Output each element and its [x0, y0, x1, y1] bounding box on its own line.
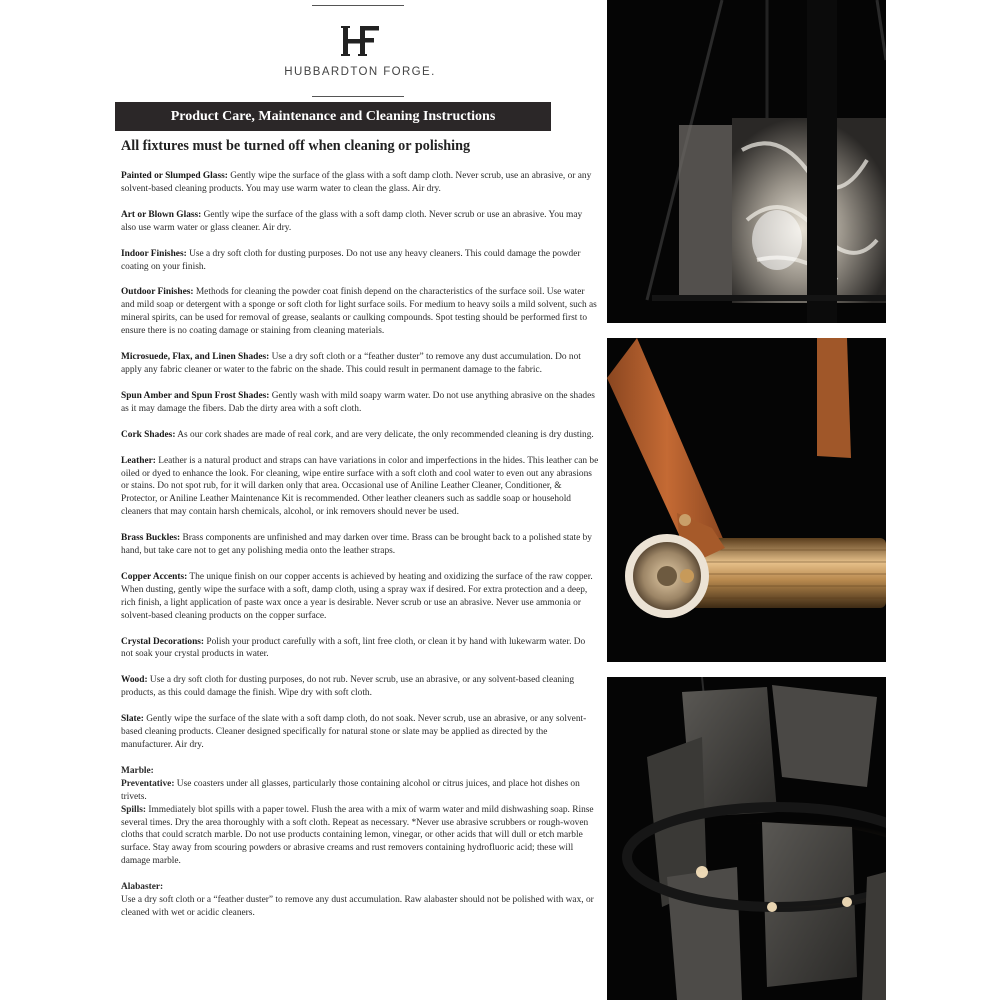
subsection-heading: Preventative:: [121, 778, 175, 789]
brand-name: HUBBARDTON FORGE.: [284, 66, 436, 78]
section-fabric-shades: [121, 351, 599, 377]
hubbardton-forge-logo: [341, 24, 381, 58]
section-body: Gently wipe the surface of the glass with a soft damp cloth. Never scrub or use an abrasive. You may also use warm water or glass cleaner. Air dry.: [121, 209, 583, 233]
section-slate: [121, 713, 599, 752]
section-heading: Wood:: [121, 675, 148, 686]
section-heading: Marble:: [121, 765, 154, 776]
section-heading: Leather:: [121, 455, 156, 466]
section-body: Use a dry soft cloth for dusting purposes, do not rub. Never scrub, use an abrasive, or any solvent-based cleaning products, as this could damage the finish. Wipe dry with soft cloth.: [121, 675, 575, 699]
section-heading: Indoor Finishes:: [121, 248, 187, 259]
safety-warning: All fixtures must be turned off when cleaning or polishing: [121, 138, 471, 154]
page-title: Product Care, Maintenance and Cleaning Instructions: [170, 108, 496, 124]
section-body: Gently wipe the surface of the glass with a soft damp cloth. Never scrub, use an abrasive, or any solvent-based cleaning products. You may use warm water to clean the glass. Air dry.: [121, 171, 592, 194]
section-body: Leather is a natural product and straps can have variations in color and imperfections in the hides. This leather can be oiled or dyed to enhance the look. For cleaning, wipe entire surface with a soft cloth and cool water to even out any abrasions or stains. Do not spot rub, for it will darken only that area. Occasional use of Aniline Leather Cleaner, Conditioner, & Protector, or Aniline Leather Maintenance Kit is recommended. Other leather cleaners such as saddle soap or household cleaners that may contain harsh chemicals, alcohol, or ink removers should never be used.: [121, 455, 599, 518]
section-body: As our cork shades are made of real cork, and are very delicate, the only recommended cleaning is dry dusting.: [177, 429, 594, 440]
section-body: Use coasters under all glasses, particularly those containing alcohol or citrus juices, and place hot dishes on trivets.: [121, 778, 580, 802]
section-leather: [121, 455, 599, 520]
section-wood: [121, 674, 599, 700]
section-copper-accents: [121, 571, 599, 623]
section-body: Brass components are unfinished and may darken over time. Brass can be brought back to a polished state by hand, but take care not to get any polishing media onto the leather straps.: [121, 533, 592, 557]
section-heading: Alabaster:: [121, 882, 164, 893]
section-body: Gently wipe the surface of the slate with a soft damp cloth, do not soak. Never scrub, use an abrasive, or any solvent-based cleaning products. Cleaner designed specifically for natural stone or slate may be applied as directed by the manufacturer. Air dry.: [121, 714, 587, 750]
subsection-heading: Spills:: [121, 804, 147, 815]
section-painted-glass: [121, 170, 599, 196]
care-instructions: [121, 170, 599, 920]
section-body: Immediately blot spills with a paper towel. Flush the area with a mix of warm water and mild dishwashing soap. Rinse several times. Dry the area thoroughly with a soft cloth. Repeat as necessary. *Never use abrasive scrubbers or rough-woven cloths that could scratch marble. Do not use products containing lemon, vinegar, or other acids that will dull or etch marble surface. Stay away from scouring powders or abrasive creams and rust removers containing hydrofluoric acid; these will damage marble.: [121, 804, 594, 867]
section-body: Polish your product carefully with a soft, lint free cloth, or clean it by hand with lukewarm water. Do not soak your crystal products in water.: [121, 636, 586, 660]
page-title-bar: [115, 102, 551, 131]
section-outdoor-finishes: [121, 286, 599, 338]
section-body: Use a dry soft cloth or a “feather duster” to remove any dust accumulation. Do not apply any fabric cleaner or water to the fabric on the shade. This could result in permanent damage to the fabric.: [121, 352, 581, 375]
section-heading: Copper Accents:: [121, 571, 188, 582]
section-heading: Outdoor Finishes:: [121, 287, 194, 298]
section-body: Use a dry soft cloth for dusting purposes. Do not use any heavy cleaners. This could damage the powder coating on your finish.: [121, 248, 581, 272]
top-rule: [312, 5, 404, 6]
section-body: Use a dry soft cloth or a “feather duster” to remove any dust accumulation. Raw alabaster should not be polished with wax, or cleaned with wet or acidic cleaners.: [121, 895, 594, 918]
section-body: The unique finish on our copper accents is achieved by heating and oxidizing the surface of the raw copper. When dusting, gently wipe the surface with a soft, damp cloth, using a spray wax if desired. For extra protection and a deep, rich finish, a light application of paste wax once a year is desirable. Never scrub or use an abrasive. Never use ammonia or solvent-based cleaning products on the copper surface.: [121, 571, 593, 621]
section-body: Methods for cleaning the powder coat finish depend on the characteristics of the surface soil. Use water and mild soap or detergent with a sponge or soft cloth for light surface soils. For medium to heavy soils a mild solvent, such as mineral spirits, can be used for removal of grease, sealants or caulking compounds. Spot testing should be performed first to ensure there is no coating damage or staining from cleaning materials.: [121, 287, 597, 337]
section-heading: Art or Blown Glass:: [121, 209, 202, 220]
section-crystal-decorations: [121, 636, 599, 662]
section-heading: Microsuede, Flax, and Linen Shades:: [121, 352, 270, 363]
section-brass-buckles: [121, 532, 599, 558]
leather-strap-photo: [607, 338, 886, 662]
section-heading: Slate:: [121, 714, 144, 725]
section-spun-shades: [121, 390, 599, 416]
glass-pendant-photo: [607, 0, 886, 323]
section-heading: Painted or Slumped Glass:: [121, 171, 228, 181]
slate-pendant-photo: [607, 677, 886, 1000]
section-alabaster: [121, 881, 599, 920]
section-art-glass: [121, 209, 599, 235]
section-body: Gently wash with mild soapy warm water. Do not use anything abrasive on the shades as it may damage the fibers. Dab the dirty area with a soft cloth.: [121, 390, 595, 414]
brand-rule: [312, 96, 404, 97]
section-heading: Crystal Decorations:: [121, 636, 205, 647]
section-heading: Cork Shades:: [121, 429, 176, 440]
section-marble: [121, 765, 599, 868]
section-heading: Brass Buckles:: [121, 533, 181, 544]
section-cork-shades: [121, 429, 599, 442]
section-indoor-finishes: [121, 248, 599, 274]
section-heading: Spun Amber and Spun Frost Shades:: [121, 390, 270, 401]
